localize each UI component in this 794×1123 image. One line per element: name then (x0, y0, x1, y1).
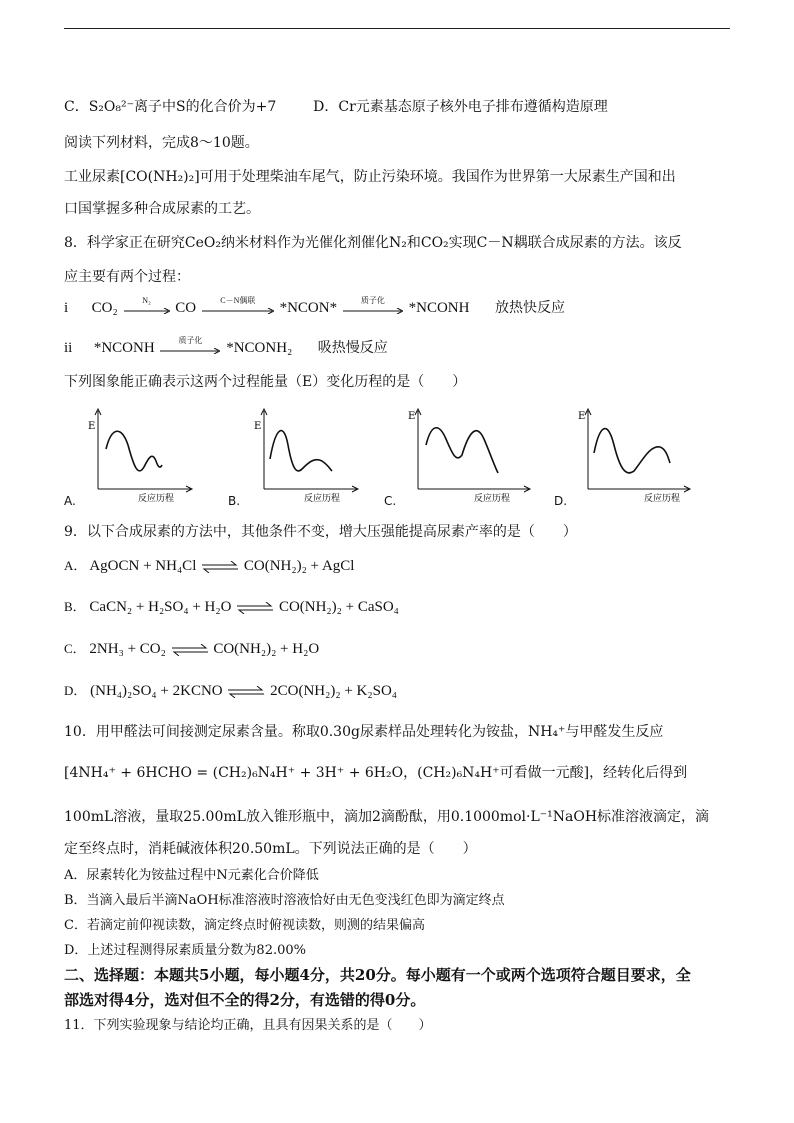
q9-option-a-left: AgOCN + NH₄Cl (89, 558, 197, 574)
q10-stem-4: 定至终点时，消耗碱液体积20.50mL。下列说法正确的是（ ） (64, 841, 477, 857)
q9-stem: 9．以下合成尿素的方法中，其他条件不变，增大压强能提高尿素产率的是（ ） (64, 524, 577, 540)
graph-c-ylabel: E (408, 411, 416, 422)
graph-option-c[interactable]: C. (384, 494, 397, 508)
q9-option-a-right: CO(NH₂)₂ + AgCl (243, 558, 355, 574)
q11-stem: 11．下列实验现象与结论均正确，且具有因果关系的是（ ） (64, 1018, 432, 1033)
graph-option-b[interactable]: B. (228, 494, 241, 508)
equilibrium-arrow (237, 602, 273, 614)
q8-question: 下列图象能正确表示这两个过程能量（E）变化历程的是（ ） (64, 374, 467, 390)
process-i-ncon: *NCON* (279, 300, 338, 316)
energy-graph-a (84, 405, 194, 505)
q7-options (64, 98, 608, 116)
q10-stem-3: 100mL溶液，量取25.00mL放入锥形瓶中，滴加2滴酚酞，用0.1000mol·L⁻¹NaOH标准溶液滴定，滴 (64, 809, 710, 825)
q9-option-b-right: CO(NH₂)₂ + CaSO₄ (278, 599, 399, 615)
q9-option-c-left: 2NH₃ + CO₂ (89, 641, 166, 657)
process-ii (64, 335, 388, 357)
header-rule (64, 28, 730, 29)
energy-graph-d (574, 405, 694, 505)
graph-a-xlabel: 反应历程 (138, 494, 175, 504)
process-i-number: i (64, 300, 69, 316)
q9-option-c-label: C． (64, 641, 86, 656)
q9-option-d-label: D． (64, 683, 87, 698)
process-i (64, 295, 565, 317)
reading-instruction: 阅读下列材料，完成8～10题。 (64, 135, 259, 151)
q9-option-b-left: CaCN₂ + H₂SO₄ + H₂O (89, 599, 232, 615)
equilibrium-arrow (202, 561, 238, 573)
graph-option-a[interactable]: A. (64, 494, 76, 508)
q10-stem-2: [4NH₄⁺ + 6HCHO = (CH₂)₆N₄H⁺ + 3H⁺ + 6H₂O，(CH₂)₆N₄H⁺可看做一元酸]，经转化后得到 (64, 765, 688, 781)
process-ii-number: ii (64, 340, 73, 356)
graph-b-xlabel: 反应历程 (304, 494, 341, 504)
material-line-2: 口国掌握多种合成尿素的工艺。 (64, 201, 260, 217)
graph-d-ylabel: E (578, 411, 586, 422)
process-i-co: CO (175, 300, 197, 316)
arrow-n2: N₂ (124, 302, 170, 316)
process-ii-note: 吸热慢反应 (317, 340, 388, 356)
process-ii-reactant: *NCONH (93, 340, 155, 356)
section-2-header-1: 二、选择题：本题共5小题，每小题4分，共20分。每小题有一个或两个选项符合题目要求，全 (64, 966, 691, 984)
q9-option-d[interactable] (64, 682, 397, 700)
q10-option-c[interactable]: C．若滴定前仰视读数，滴定终点时俯视读数，则测的结果偏高 (64, 918, 425, 933)
graph-d-xlabel: 反应历程 (644, 494, 681, 504)
q9-option-c[interactable] (64, 640, 319, 658)
equilibrium-arrow (172, 644, 208, 656)
q9-option-a[interactable] (64, 557, 354, 575)
process-ii-product: *NCONH₂ (226, 340, 293, 356)
q9-option-c-right: CO(NH₂)₂ + H₂O (213, 641, 320, 657)
process-i-reactant: CO₂ (91, 300, 118, 316)
energy-graph-b (250, 405, 360, 505)
q7-option-c: C．S₂O₈²⁻离子中S的化合价为+7 (64, 99, 277, 115)
section-2-header-2: 部选对得4分，选对但不全的得2分，有选错的得0分。 (64, 991, 426, 1009)
q10-stem-1: 10．用甲醛法可间接测定尿素含量。称取0.30g尿素样品处理转化为铵盐，NH₄⁺与甲醛发生反应 (64, 724, 664, 740)
q8-stem-2: 应主要有两个过程： (64, 269, 190, 285)
energy-graph-c (404, 405, 534, 505)
q10-option-b[interactable]: B．当滴入最后半滴NaOH标准溶液时溶液恰好由无色变浅红色即为滴定终点 (64, 893, 505, 908)
arrow-protonation-1: 质子化 (343, 302, 403, 316)
q9-option-d-left: (NH₄)₂SO₄ + 2KCNO (90, 683, 223, 699)
q8-stem-1: 8．科学家正在研究CeO₂纳米材料作为光催化剂催化N₂和CO₂实现C－N耦联合成尿素的方法。该反 (64, 235, 682, 251)
q10-option-d[interactable]: D．上述过程测得尿素质量分数为82.00% (64, 943, 306, 958)
q9-option-b-label: B． (64, 599, 86, 614)
q10-option-a[interactable]: A．尿素转化为铵盐过程中N元素化合价降低 (64, 868, 319, 883)
q9-option-d-right: 2CO(NH₂)₂ + K₂SO₄ (270, 683, 398, 699)
arrow-protonation-2: 质子化 (160, 342, 220, 356)
graph-c-xlabel: 反应历程 (474, 494, 511, 504)
q9-option-a-label: A． (64, 558, 87, 573)
process-i-note: 放热快反应 (494, 300, 565, 316)
graph-a-ylabel: E (88, 421, 96, 432)
q9-option-b[interactable] (64, 598, 399, 616)
material-line-1: 工业尿素[CO(NH₂)₂]可用于处理柴油车尾气，防止污染环境。我国作为世界第一大尿素生产国和出 (64, 169, 676, 185)
graph-b-ylabel: E (254, 421, 262, 432)
graph-option-d[interactable]: D. (554, 494, 568, 508)
arrow-cn-coupling: C－N偶联 (202, 302, 274, 316)
q7-option-d: D．Cr元素基态原子核外电子排布遵循构造原理 (313, 99, 608, 115)
equilibrium-arrow (228, 686, 264, 698)
process-i-product: *NCONH (408, 300, 470, 316)
